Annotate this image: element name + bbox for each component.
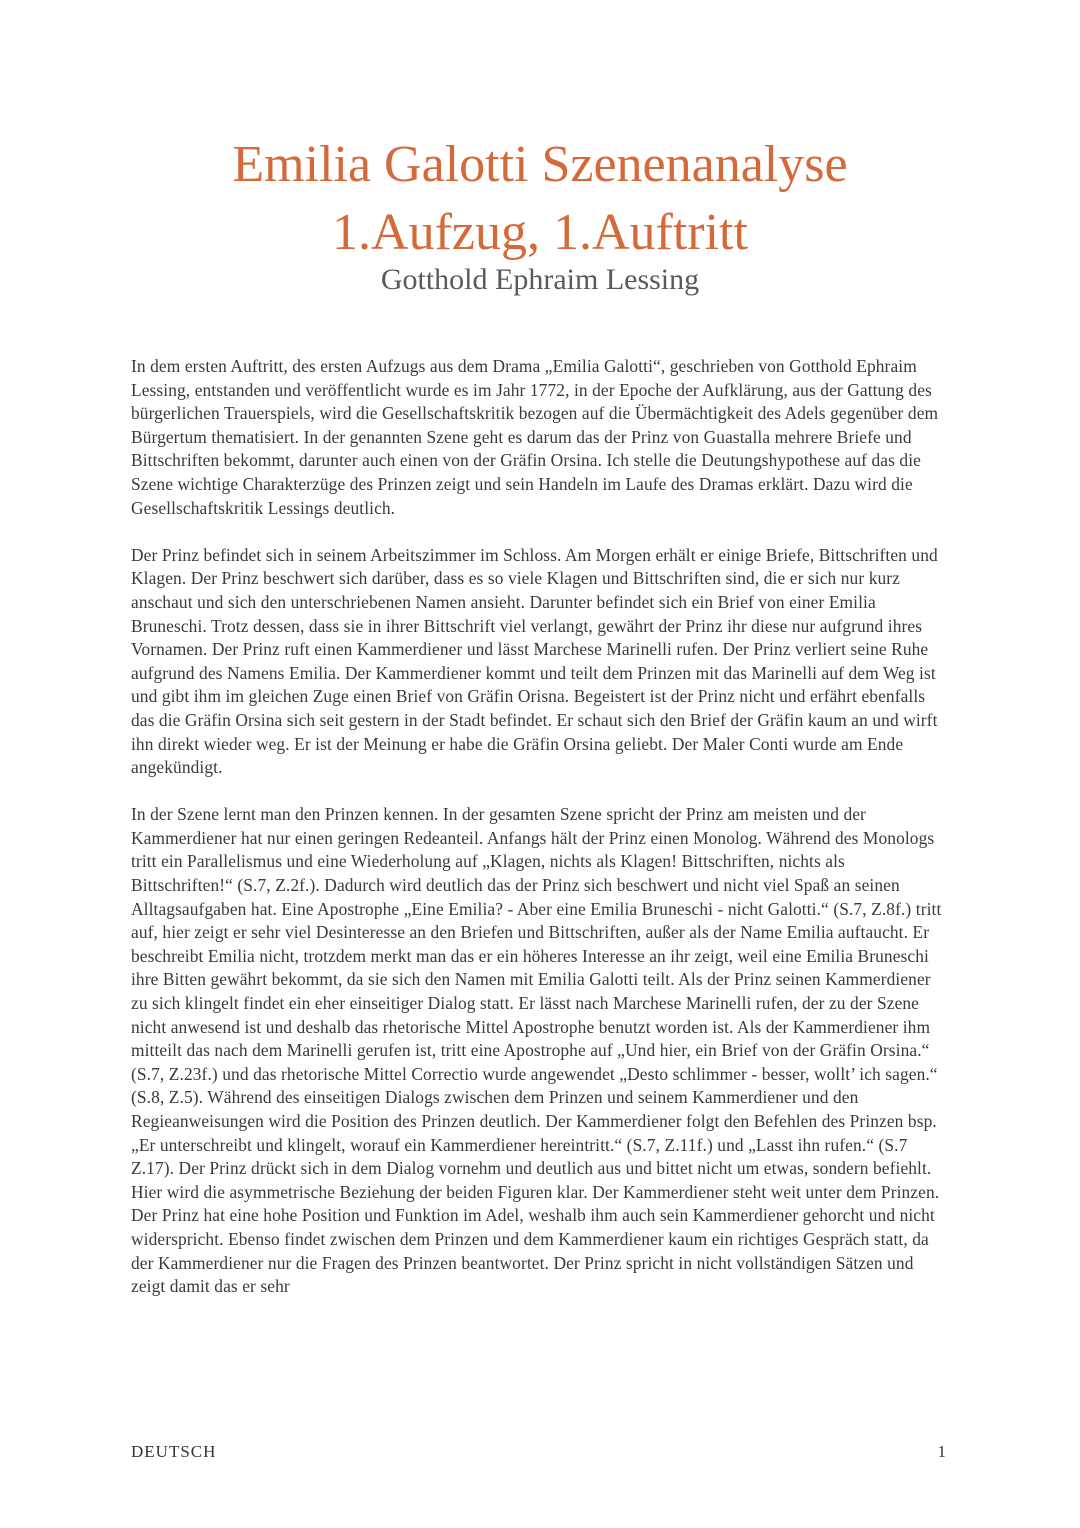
document-title: Emilia Galotti Szenenanalyse [232,136,848,193]
footer-subject: DEUTSCH [131,1442,217,1461]
author-name: Gotthold Ephraim Lessing [380,263,700,296]
paragraph-summary: Der Prinz befindet sich in seinem Arbeitszimmer im Schloss. Am Morgen erhält er einige Briefe, Bittschriften und Klagen. Der Prinz beschwert sich darüber, dass es so viele Klagen und Bittschriften sind, die er sich nur kurz anschaut und sich den unterschriebenen Namen ansieht. Darunter befindet sich ein Brief von einer Emilia Bruneschi. Trotz dessen, dass sie in ihrer Bittschrift viel verlangt, gewährt der Prinz ihr diese nur aufgrund ihres Vornamen. Der Prinz ruft einen Kammerdiener und lässt Marchese Marinelli rufen. Der Prinz verliert seine Ruhe aufgrund des Namens Emilia. Der Kammerdiener kommt und teilt dem Prinzen mit das Marinelli auf dem Weg ist und gibt ihm im gleichen Zuge einen Brief von Gräfin Orisna. Begeistert ist der Prinz nicht und erfährt ebenfalls das die Gräfin Orsina sich seit gestern in der Stadt befindet. Er schaut sich den Brief der Gräfin kaum an und wirft ihn direkt wieder weg. Er ist der Meinung er habe die Gräfin Orsina geliebt. Der Maler Conti wurde am Ende angekündigt. [131,544,938,778]
paragraph-analysis: In der Szene lernt man den Prinzen kennen. In der gesamten Szene spricht der Prinz am meisten und der Kammerdiener hat nur einen geringen Redeanteil. Anfangs hält der Prinz einen Monolog. Während des Monologs tritt ein Parallelismus und eine Wiederholung auf „Klagen, nichts als Klagen! Bittschriften, nichts als Bittschriften!“ (S.7, Z.2f.). Dadurch wird deutlich das der Prinz sich beschwert und nicht viel Spaß an seinen Alltagsaufgaben hat. Eine Apostrophe „Eine Emilia? - Aber eine Emilia Bruneschi - nicht Galotti.“ (S.7, Z.8f.) tritt auf, hier zeigt er sehr viel Desinteresse an den Briefen und Bittschriften, außer als der Name Emilia auftaucht. Er beschreibt Emilia nicht, trotzdem merkt man das er ein höheres Interesse an ihr zeigt, weil eine Emilia Bruneschi ihre Bitten gewährt bekommt, da sie sich den Namen mit Emilia Galotti teilt. Als der Prinz seinen Kammerdiener zu sich klingelt findet ein eher einseitiger Dialog statt. Er lässt nach Marchese Marinelli rufen, der zu der Szene nicht anwesend ist und deshalb das rhetorische Mittel Apostrophe benutzt worden ist. Als der Kammerdiener ihm mitteilt das nach dem Marinelli gerufen ist, tritt eine Apostrophe auf „Und hier, ein Brief von der Gräfin Orsina.“ (S.7, Z.23f.) und das rhetorische Mittel Correctio wurde angewendet „Desto schlimmer - besser, wollt’ ich sagen.“ (S.8, Z.5). Während des einseitigen Dialogs zwischen dem Prinzen und seinem Kammerdiener und den Regieanweisungen wird die Position des Prinzen deutlich. Der Kammerdiener folgt den Befehlen des Prinzen bsp. „Er unterschreibt und klingelt, worauf ein Kammerdiener hereintritt.“ (S.7, Z.11f.) und „Lasst ihn rufen.“ (S.7 Z.17). Der Prinz drückt sich in dem Dialog vornehm und deutlich aus und bittet nicht um etwas, sondern befiehlt. Hier wird die asymmetrische Beziehung der beiden Figuren klar. Der Kammerdiener steht weit unter dem Prinzen. Der Prinz hat eine hohe Position und Funktion im Adel, weshalb ihm auch sein Kammerdiener gehorcht und nicht widerspricht. Ebenso findet zwischen dem Prinzen und dem Kammerdiener kaum ein richtiges Gespräch statt, da der Kammerdiener nur die Fragen des Prinzen beantwortet. Der Prinz spricht in nicht vollständigen Sätzen und zeigt damit das er sehr [131,804,942,1297]
document-body [131,355,951,1322]
document-title-subline: 1.Aufzug, 1.Auftritt [332,204,748,261]
paragraph-introduction: In dem ersten Auftritt, des ersten Aufzugs aus dem Drama „Emilia Galotti“, geschrieben von Gotthold Ephraim Lessing, entstanden und veröffentlicht wurde es im Jahr 1772, in der Epoche der Aufklärung, aus der Gattung des bürgerlichen Trauerspiels, wird die Gesellschaftskritik bezogen auf die Übermächtigkeit des Adels gegenüber dem Bürgertum thematisiert. In der genannten Szene geht es darum das der Prinz von Guastalla mehrere Briefe und Bittschriften bekommt, darunter auch einen von der Gräfin Orsina. Ich stelle die Deutungshypothese auf das die Szene wichtige Charakterzüge des Prinzen zeigt und sein Handeln im Laufe des Dramas erklärt. Dazu wird die Gesellschaftskritik Lessings deutlich. [131,356,939,518]
footer-page-number: 1 [937,1442,946,1461]
